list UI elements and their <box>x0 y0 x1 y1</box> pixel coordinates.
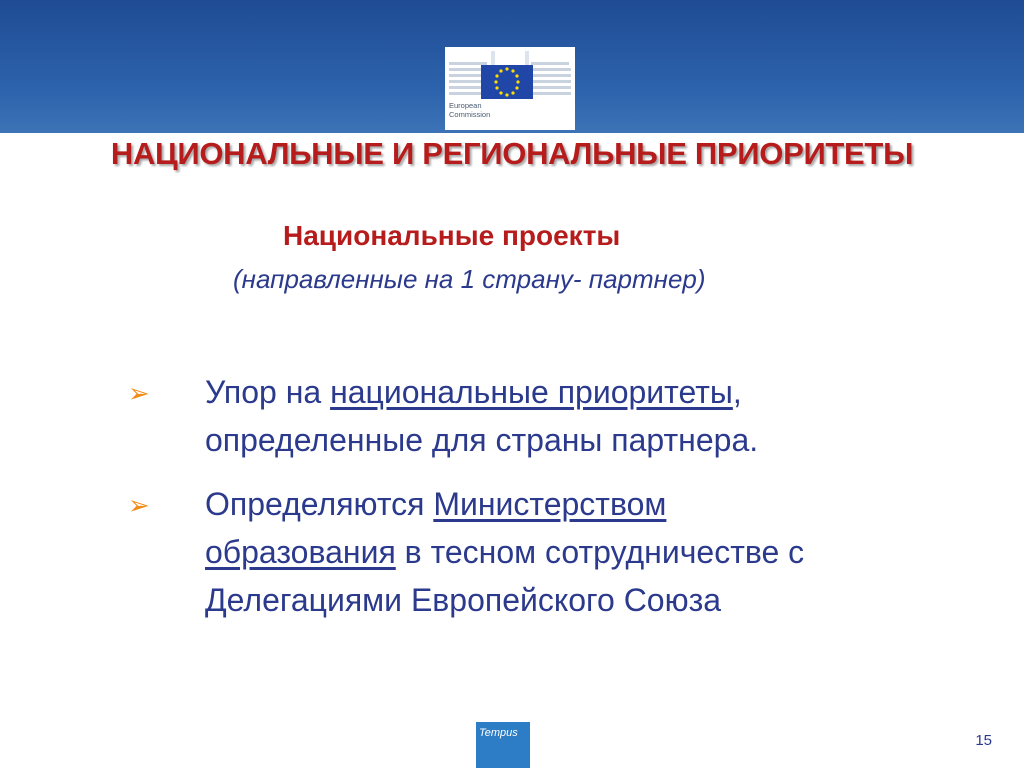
bullet-1-text-part2: , <box>732 374 742 410</box>
page-title: НАЦИОНАЛЬНЫЕ И РЕГИОНАЛЬНЫЕ ПРИОРИТЕТЫ <box>110 136 914 171</box>
page-number: 15 <box>975 732 992 749</box>
bullet-2-text-line3: Делегациями Европейского Союза <box>205 582 722 618</box>
orange-arrow-bullet-icon: ➢ <box>128 378 150 408</box>
logo-caption-line1: European <box>449 101 482 110</box>
bullet-1-underlined: национальные приоритеты <box>330 374 733 410</box>
bullet-1-text-line2: определенные для страны партнера. <box>205 422 759 458</box>
bullet-item-1 <box>205 368 975 464</box>
bullet-2-text-part2: в тесном сотрудничестве с <box>395 534 805 570</box>
orange-arrow-bullet-icon: ➢ <box>128 490 150 520</box>
logo-caption-line2: Commission <box>449 110 491 119</box>
subtitle: Национальные проекты <box>283 220 621 251</box>
bullet-item-2 <box>205 480 975 624</box>
tempus-logo <box>476 722 530 768</box>
subtitle-note: (направленные на 1 страну- партнер) <box>233 264 706 294</box>
bullet-1-text-part1: Упор на <box>205 374 331 410</box>
bullet-2-text-part1: Определяются <box>205 486 434 522</box>
tempus-label: Tempus <box>479 727 518 739</box>
bullet-2-underlined-b: образования <box>205 534 396 570</box>
bullet-2-underlined-a: Министерством <box>433 486 667 522</box>
